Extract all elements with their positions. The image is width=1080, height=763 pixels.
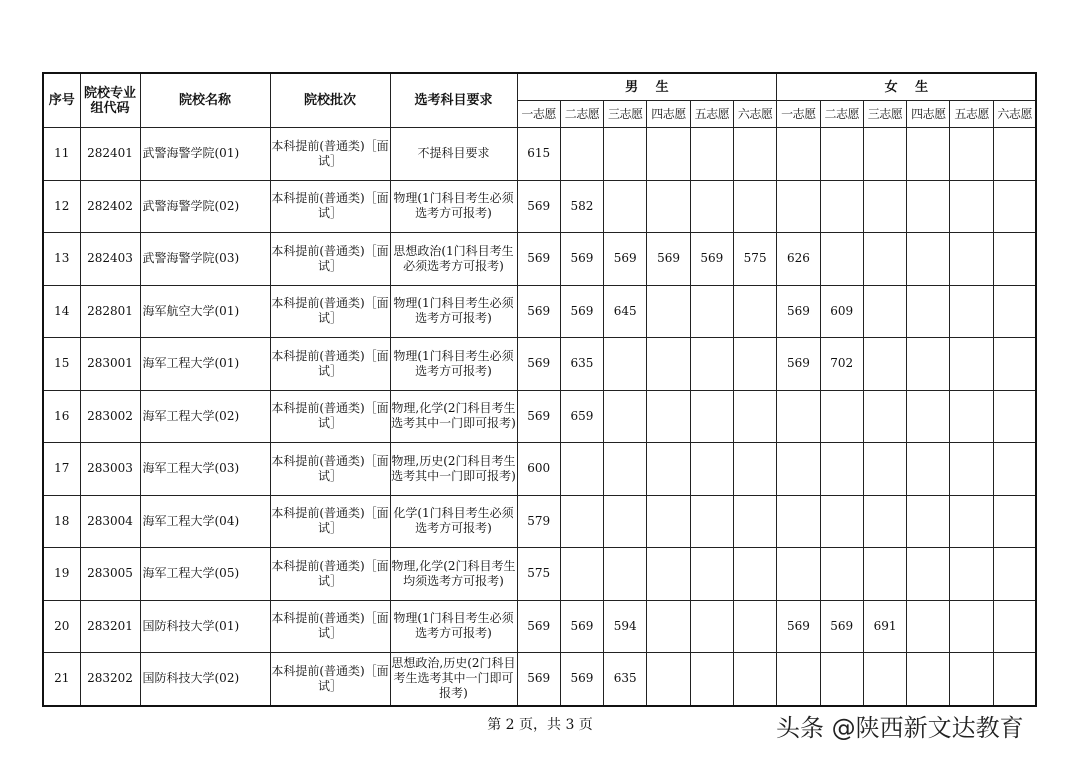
row-requirement: 物理(1门科目考生必须选考方可报考) [390, 180, 517, 233]
male-score-cell [690, 443, 733, 496]
female-score-cell: 702 [820, 338, 863, 391]
female-score-cell [863, 285, 906, 338]
male-score-cell [560, 495, 603, 548]
row-school: 武警海警学院(03) [140, 233, 270, 286]
male-score-cell: 579 [517, 495, 560, 548]
male-score-cell [604, 128, 647, 181]
female-pref-header: 二志愿 [820, 101, 863, 128]
table-row [43, 233, 1036, 286]
male-score-cell [733, 285, 776, 338]
female-score-cell [950, 180, 993, 233]
male-score-cell [647, 128, 690, 181]
male-score-cell: 569 [517, 390, 560, 443]
male-pref-header: 四志愿 [647, 101, 690, 128]
male-score-cell: 569 [560, 233, 603, 286]
male-score-cell [733, 600, 776, 653]
male-score-cell [690, 338, 733, 391]
male-score-cell [733, 443, 776, 496]
male-score-cell: 575 [733, 233, 776, 286]
male-score-cell [604, 338, 647, 391]
female-score-cell [907, 443, 950, 496]
female-score-cell [993, 180, 1036, 233]
female-score-cell [950, 443, 993, 496]
row-requirement: 思想政治(1门科目考生必须选考方可报考) [390, 233, 517, 286]
table-body [43, 128, 1036, 706]
male-score-cell: 569 [517, 600, 560, 653]
female-score-cell [777, 128, 820, 181]
female-score-cell: 569 [777, 285, 820, 338]
male-score-cell: 582 [560, 180, 603, 233]
table-row [43, 548, 1036, 601]
female-score-cell [950, 338, 993, 391]
female-score-cell [820, 653, 863, 706]
female-score-cell [907, 653, 950, 706]
male-score-cell [647, 600, 690, 653]
female-pref-header: 五志愿 [950, 101, 993, 128]
male-score-cell: 569 [517, 653, 560, 706]
row-batch: 本科提前(普通类)［面试］ [270, 495, 390, 548]
male-score-cell: 635 [604, 653, 647, 706]
male-score-cell [647, 548, 690, 601]
male-score-cell [690, 180, 733, 233]
row-code: 283202 [80, 653, 140, 706]
male-pref-header: 五志愿 [690, 101, 733, 128]
row-school: 海军航空大学(01) [140, 285, 270, 338]
female-score-cell: 626 [777, 233, 820, 286]
row-code: 283005 [80, 548, 140, 601]
female-score-cell [950, 233, 993, 286]
row-batch: 本科提前(普通类)［面试］ [270, 548, 390, 601]
male-score-cell [733, 338, 776, 391]
row-batch: 本科提前(普通类)［面试］ [270, 233, 390, 286]
male-score-cell: 635 [560, 338, 603, 391]
row-school: 国防科技大学(01) [140, 600, 270, 653]
male-score-cell: 569 [604, 233, 647, 286]
female-score-cell [907, 128, 950, 181]
male-score-cell: 600 [517, 443, 560, 496]
male-score-cell [690, 653, 733, 706]
table-row [43, 285, 1036, 338]
female-score-cell [777, 495, 820, 548]
female-score-cell [820, 548, 863, 601]
male-score-cell [604, 443, 647, 496]
female-score-cell [993, 495, 1036, 548]
male-score-cell: 569 [560, 653, 603, 706]
header-seq: 序号 [43, 73, 80, 128]
female-score-cell [863, 338, 906, 391]
male-score-cell [690, 285, 733, 338]
male-score-cell: 569 [517, 285, 560, 338]
female-score-cell [993, 390, 1036, 443]
male-score-cell [733, 653, 776, 706]
female-score-cell [993, 285, 1036, 338]
female-score-cell [820, 443, 863, 496]
female-score-cell [907, 285, 950, 338]
male-score-cell [560, 128, 603, 181]
female-score-cell [863, 653, 906, 706]
male-score-cell [647, 653, 690, 706]
row-school: 海军工程大学(03) [140, 443, 270, 496]
male-pref-header: 三志愿 [604, 101, 647, 128]
male-score-cell [647, 390, 690, 443]
row-requirement: 物理(1门科目考生必须选考方可报考) [390, 600, 517, 653]
female-score-cell [950, 548, 993, 601]
row-school: 海军工程大学(05) [140, 548, 270, 601]
row-school: 海军工程大学(02) [140, 390, 270, 443]
female-score-cell [777, 443, 820, 496]
male-score-cell: 569 [647, 233, 690, 286]
male-score-cell: 575 [517, 548, 560, 601]
female-score-cell [820, 390, 863, 443]
female-score-cell [777, 548, 820, 601]
female-score-cell [777, 653, 820, 706]
female-score-cell [907, 390, 950, 443]
row-school: 武警海警学院(01) [140, 128, 270, 181]
male-score-cell: 569 [517, 180, 560, 233]
female-score-cell [907, 495, 950, 548]
male-score-cell [647, 443, 690, 496]
female-score-cell [907, 338, 950, 391]
row-requirement: 思想政治,历史(2门科目考生选考其中一门即可报考) [390, 653, 517, 706]
header-female: 女 生 [777, 73, 1037, 101]
male-score-cell: 659 [560, 390, 603, 443]
female-score-cell [993, 128, 1036, 181]
female-score-cell [863, 233, 906, 286]
female-score-cell [777, 180, 820, 233]
page-footer: 第 2 页，共 3 页 [487, 717, 593, 733]
header-code: 院校专业组代码 [80, 73, 140, 128]
row-batch: 本科提前(普通类)［面试］ [270, 128, 390, 181]
row-seq: 19 [43, 548, 80, 601]
female-score-cell [863, 180, 906, 233]
male-score-cell: 569 [560, 285, 603, 338]
male-pref-header: 六志愿 [733, 101, 776, 128]
row-seq: 15 [43, 338, 80, 391]
row-code: 283001 [80, 338, 140, 391]
row-code: 283201 [80, 600, 140, 653]
row-requirement: 物理,历史(2门科目考生选考其中一门即可报考) [390, 443, 517, 496]
male-score-cell [604, 390, 647, 443]
male-score-cell [690, 548, 733, 601]
header-batch: 院校批次 [270, 73, 390, 128]
female-score-cell [907, 233, 950, 286]
female-score-cell [907, 600, 950, 653]
female-score-cell [993, 443, 1036, 496]
row-requirement: 物理(1门科目考生必须选考方可报考) [390, 338, 517, 391]
row-school: 武警海警学院(02) [140, 180, 270, 233]
row-code: 282401 [80, 128, 140, 181]
row-school: 海军工程大学(01) [140, 338, 270, 391]
female-pref-header: 一志愿 [777, 101, 820, 128]
male-score-cell [604, 180, 647, 233]
header-requirement: 选考科目要求 [390, 73, 517, 128]
row-batch: 本科提前(普通类)［面试］ [270, 390, 390, 443]
row-batch: 本科提前(普通类)［面试］ [270, 180, 390, 233]
male-score-cell [690, 495, 733, 548]
row-batch: 本科提前(普通类)［面试］ [270, 600, 390, 653]
row-seq: 16 [43, 390, 80, 443]
female-score-cell [863, 390, 906, 443]
female-score-cell: 569 [777, 338, 820, 391]
male-score-cell [733, 548, 776, 601]
female-score-cell [777, 390, 820, 443]
female-score-cell [863, 495, 906, 548]
table-row [43, 338, 1036, 391]
female-score-cell [950, 495, 993, 548]
row-requirement: 不提科目要求 [390, 128, 517, 181]
male-pref-header: 二志愿 [560, 101, 603, 128]
row-seq: 18 [43, 495, 80, 548]
female-score-cell [950, 390, 993, 443]
row-code: 283004 [80, 495, 140, 548]
female-score-cell [993, 600, 1036, 653]
table-row [43, 128, 1036, 181]
row-batch: 本科提前(普通类)［面试］ [270, 285, 390, 338]
male-score-cell: 594 [604, 600, 647, 653]
male-score-cell [647, 180, 690, 233]
male-score-cell: 615 [517, 128, 560, 181]
male-score-cell: 569 [690, 233, 733, 286]
female-score-cell [820, 233, 863, 286]
female-score-cell [950, 285, 993, 338]
table-row [43, 600, 1036, 653]
female-score-cell: 691 [863, 600, 906, 653]
male-score-cell [560, 443, 603, 496]
male-score-cell [733, 495, 776, 548]
female-pref-header: 六志愿 [993, 101, 1036, 128]
female-score-cell [950, 128, 993, 181]
header-school: 院校名称 [140, 73, 270, 128]
header-male: 男 生 [517, 73, 777, 101]
male-score-cell: 569 [517, 338, 560, 391]
table-row [43, 653, 1036, 706]
female-score-cell [993, 548, 1036, 601]
female-score-cell [993, 233, 1036, 286]
female-score-cell [993, 338, 1036, 391]
male-score-cell [647, 338, 690, 391]
male-score-cell [733, 128, 776, 181]
male-score-cell [647, 285, 690, 338]
row-code: 282801 [80, 285, 140, 338]
table-row [43, 180, 1036, 233]
row-seq: 13 [43, 233, 80, 286]
row-batch: 本科提前(普通类)［面试］ [270, 653, 390, 706]
female-score-cell [950, 600, 993, 653]
row-school: 海军工程大学(04) [140, 495, 270, 548]
row-seq: 12 [43, 180, 80, 233]
female-score-cell: 609 [820, 285, 863, 338]
female-score-cell [993, 653, 1036, 706]
row-school: 国防科技大学(02) [140, 653, 270, 706]
row-requirement: 物理(1门科目考生必须选考方可报考) [390, 285, 517, 338]
row-seq: 20 [43, 600, 80, 653]
female-score-cell: 569 [777, 600, 820, 653]
male-score-cell [690, 600, 733, 653]
row-batch: 本科提前(普通类)［面试］ [270, 443, 390, 496]
male-score-cell [690, 128, 733, 181]
male-score-cell: 569 [517, 233, 560, 286]
female-score-cell [907, 180, 950, 233]
table-row [43, 390, 1036, 443]
admission-score-table [42, 72, 1037, 707]
female-pref-header: 三志愿 [863, 101, 906, 128]
female-score-cell [863, 128, 906, 181]
male-score-cell [733, 390, 776, 443]
male-score-cell [690, 390, 733, 443]
row-code: 282402 [80, 180, 140, 233]
male-score-cell [733, 180, 776, 233]
row-code: 282403 [80, 233, 140, 286]
female-score-cell [820, 128, 863, 181]
row-seq: 14 [43, 285, 80, 338]
row-seq: 11 [43, 128, 80, 181]
male-score-cell [647, 495, 690, 548]
male-score-cell: 569 [560, 600, 603, 653]
row-seq: 17 [43, 443, 80, 496]
female-pref-header: 四志愿 [907, 101, 950, 128]
female-score-cell [863, 548, 906, 601]
table-row [43, 495, 1036, 548]
row-batch: 本科提前(普通类)［面试］ [270, 338, 390, 391]
row-requirement: 物理,化学(2门科目考生选考其中一门即可报考) [390, 390, 517, 443]
row-requirement: 物理,化学(2门科目考生均须选考方可报考) [390, 548, 517, 601]
female-score-cell [820, 495, 863, 548]
male-pref-header: 一志愿 [517, 101, 560, 128]
female-score-cell [950, 653, 993, 706]
male-score-cell [560, 548, 603, 601]
row-requirement: 化学(1门科目考生必须选考方可报考) [390, 495, 517, 548]
female-score-cell [907, 548, 950, 601]
female-score-cell [863, 443, 906, 496]
watermark-text: 头条 @陕西新文达教育 [776, 714, 1024, 742]
row-code: 283002 [80, 390, 140, 443]
female-score-cell: 569 [820, 600, 863, 653]
male-score-cell [604, 548, 647, 601]
female-score-cell [820, 180, 863, 233]
row-code: 283003 [80, 443, 140, 496]
table-row [43, 443, 1036, 496]
male-score-cell [604, 495, 647, 548]
male-score-cell: 645 [604, 285, 647, 338]
row-seq: 21 [43, 653, 80, 706]
